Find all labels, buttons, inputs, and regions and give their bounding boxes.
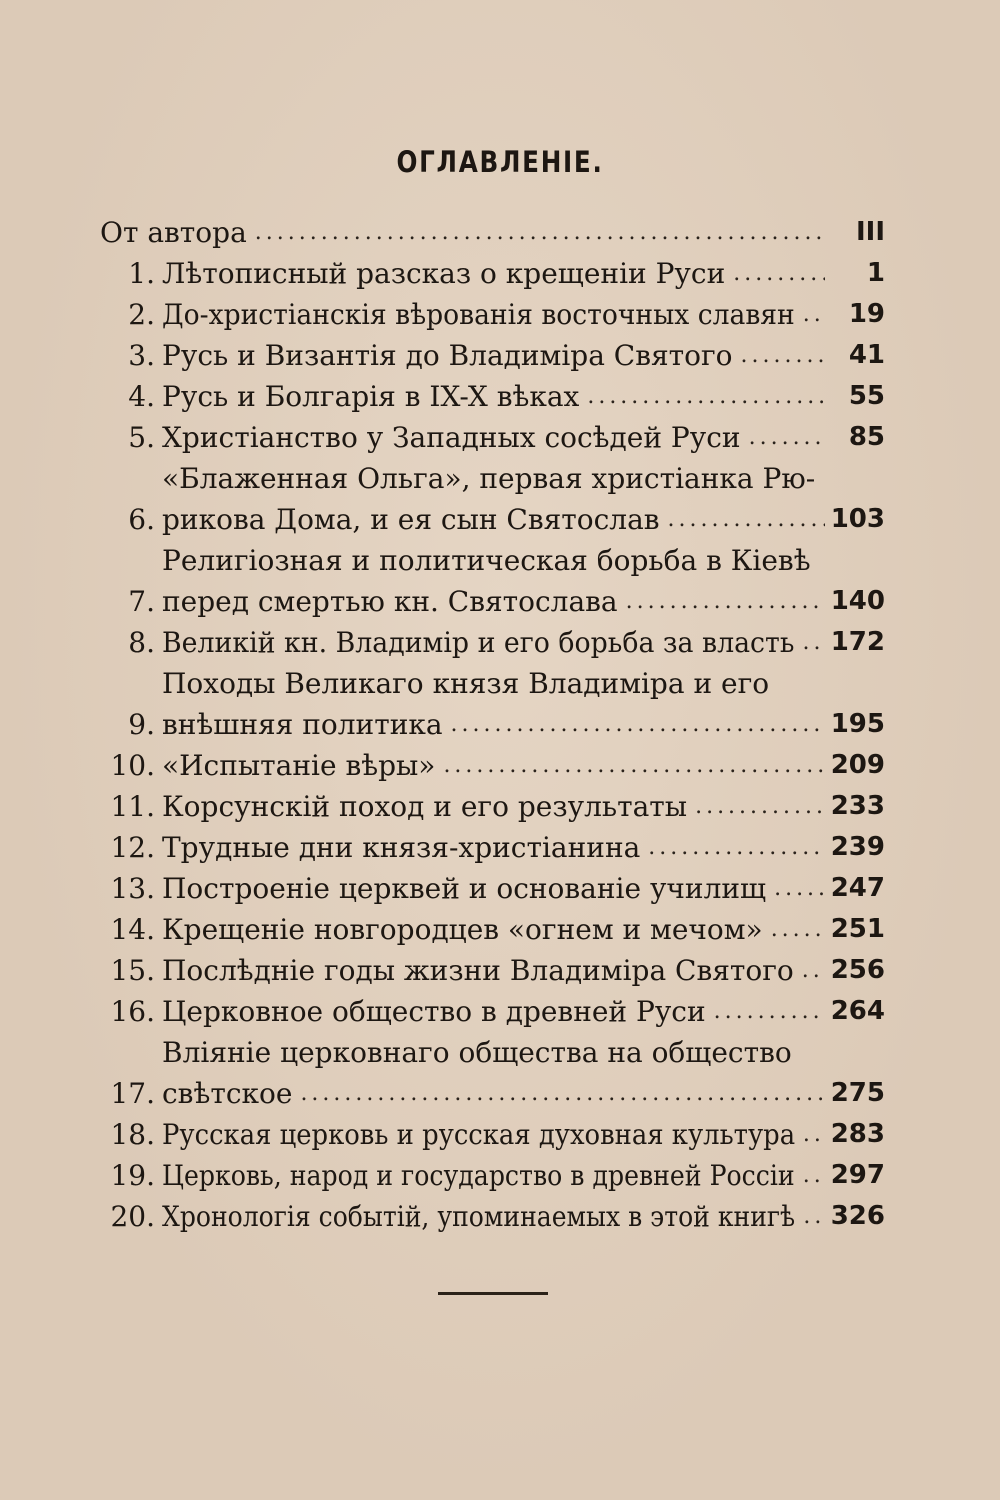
toc-entry[interactable] xyxy=(100,1114,885,1155)
toc-entry[interactable] xyxy=(100,1196,885,1237)
dot-leader xyxy=(795,1114,825,1155)
dot-leader xyxy=(247,212,825,253)
toc-page-number: 256 xyxy=(830,955,885,985)
toc-entry[interactable] xyxy=(100,294,885,335)
toc-entry-number: 15. xyxy=(110,954,155,987)
dot-leader xyxy=(795,1155,825,1196)
toc-entry-title: Русская церковь и русская духовная культура xyxy=(162,1118,796,1151)
toc-entry-title: Вліяніе церковнаго общества на общество xyxy=(162,1036,792,1069)
toc-entry-title: Христіанство у Западных сосѣдей Руси xyxy=(162,421,741,454)
dot-leader xyxy=(640,827,825,868)
toc-entry-number: 3. xyxy=(128,339,155,372)
toc-entry-number: 19. xyxy=(110,1159,155,1192)
toc-page-number: III xyxy=(855,217,885,247)
toc-entry-title: Послѣдніе годы жизни Владиміра Святого xyxy=(162,954,794,987)
toc-entry-title: Трудные дни князя-христіанина xyxy=(162,831,641,864)
toc-entry-number: 13. xyxy=(110,872,155,905)
toc-page-number: 41 xyxy=(848,340,885,370)
toc-page-number: 283 xyxy=(830,1119,885,1149)
toc-entry[interactable] xyxy=(100,1032,885,1114)
toc-page-number: 55 xyxy=(848,381,885,411)
toc-entry-title: Русь и Болгарія в IX-X вѣках xyxy=(162,380,580,413)
toc-page-number: 140 xyxy=(830,586,885,616)
toc-entry[interactable] xyxy=(100,950,885,991)
toc-entry-title: Крещеніе новгородцев «огнем и мечом» xyxy=(162,913,763,946)
dot-leader xyxy=(766,868,825,909)
toc-entry[interactable] xyxy=(100,458,885,540)
toc-entry[interactable] xyxy=(100,540,885,622)
toc-entry-title: перед смертью кн. Святослава xyxy=(162,585,618,618)
toc-entry-title: «Блаженная Ольга», первая христіанка Рю- xyxy=(162,462,816,495)
toc-entry-number: 6. xyxy=(128,503,155,536)
page-title: ОГЛАВЛЕНІЕ. xyxy=(396,145,604,179)
toc-page-number: 209 xyxy=(830,750,885,780)
toc-page-number: 297 xyxy=(830,1160,885,1190)
toc-entry-title: свѣтское xyxy=(162,1077,293,1110)
toc-entry-intro[interactable] xyxy=(100,212,885,253)
toc-entry[interactable] xyxy=(100,745,885,786)
toc-entry-title: До-христіанскія вѣрованія восточных славян xyxy=(162,298,795,331)
toc-entry-title: «Испытаніе вѣры» xyxy=(162,749,436,782)
toc-entry[interactable] xyxy=(100,786,885,827)
dot-leader xyxy=(706,991,825,1032)
toc-entry-title: Церковное общество в древней Руси xyxy=(162,995,706,1028)
toc-page-number: 172 xyxy=(830,627,885,657)
dot-leader xyxy=(725,253,825,294)
toc-page-number: 247 xyxy=(830,873,885,903)
toc-entry[interactable] xyxy=(100,253,885,294)
toc-entry[interactable] xyxy=(100,376,885,417)
dot-leader xyxy=(733,335,825,376)
toc-entry-number: 1. xyxy=(128,257,155,290)
toc-entry-number: 18. xyxy=(110,1118,155,1151)
toc-entry-title: От автора xyxy=(100,216,247,249)
dot-leader xyxy=(794,950,825,991)
toc-entry[interactable] xyxy=(100,991,885,1032)
toc-entry-number: 10. xyxy=(110,749,155,782)
toc-page-number: 239 xyxy=(830,832,885,862)
toc-entry-number: 14. xyxy=(110,913,155,946)
toc-page-number: 233 xyxy=(830,791,885,821)
dot-leader xyxy=(435,745,825,786)
toc-entry-title: Построеніе церквей и основаніе училищ xyxy=(162,872,767,905)
dot-leader xyxy=(618,581,825,622)
toc-entry[interactable] xyxy=(100,827,885,868)
dot-leader xyxy=(795,1196,825,1237)
toc-entry-title: Церковь, народ и государство в древней Россіи xyxy=(162,1159,795,1192)
toc-entry[interactable] xyxy=(100,663,885,745)
dot-leader xyxy=(763,909,825,950)
toc-entry[interactable] xyxy=(100,868,885,909)
toc-entry-number: 2. xyxy=(128,298,155,331)
toc-page-number: 251 xyxy=(830,914,885,944)
toc-entry-number: 20. xyxy=(110,1200,155,1233)
closing-rule xyxy=(438,1292,548,1295)
toc-entry-number: 12. xyxy=(110,831,155,864)
toc-entry-title: рикова Дома, и ея сын Святослав xyxy=(162,503,660,536)
toc-page-number: 103 xyxy=(830,504,885,534)
toc-entry[interactable] xyxy=(100,335,885,376)
dot-leader xyxy=(687,786,825,827)
toc-entry[interactable] xyxy=(100,909,885,950)
toc-entry-title: Русь и Византія до Владиміра Святого xyxy=(162,339,733,372)
toc-entry-title: Религіозная и политическая борьба в Кіевѣ xyxy=(162,544,811,577)
toc-page-number: 264 xyxy=(830,996,885,1026)
toc-entry-number: 9. xyxy=(128,708,155,741)
toc-entry[interactable] xyxy=(100,622,885,663)
toc-page-number: 19 xyxy=(848,299,885,329)
toc-entry-number: 17. xyxy=(110,1077,155,1110)
dot-leader xyxy=(443,704,825,745)
toc-entry-title: внѣшняя политика xyxy=(162,708,443,741)
toc-page-number: 195 xyxy=(830,709,885,739)
toc-entry-number: 11. xyxy=(110,790,155,823)
toc-entry-title: Великій кн. Владимір и его борьба за власть xyxy=(162,626,795,659)
dot-leader xyxy=(292,1073,825,1114)
toc-entry[interactable] xyxy=(100,1155,885,1196)
toc-entry[interactable] xyxy=(100,417,885,458)
dot-leader xyxy=(660,499,825,540)
toc-entry-title: Корсунскій поход и его результаты xyxy=(162,790,688,823)
toc-entry-title: Хронологія событій, упоминаемых в этой книгѣ xyxy=(162,1200,796,1233)
toc-entry-number: 5. xyxy=(128,421,155,454)
toc-entry-number: 4. xyxy=(128,380,155,413)
toc-entry-number: 16. xyxy=(110,995,155,1028)
toc-page-number: 1 xyxy=(866,258,885,288)
toc-page-number: 326 xyxy=(830,1201,885,1231)
toc-entry-number: 8. xyxy=(128,626,155,659)
toc-entry-number: 7. xyxy=(128,585,155,618)
toc-entry-title: Лѣтописный разсказ о крещеніи Руси xyxy=(162,257,726,290)
toc-page-number: 85 xyxy=(848,422,885,452)
table-of-contents xyxy=(100,212,885,1237)
toc-entry-title: Походы Великаго князя Владиміра и его xyxy=(162,667,770,700)
toc-page-number: 275 xyxy=(830,1078,885,1108)
dot-leader xyxy=(795,622,825,663)
dot-leader xyxy=(579,376,825,417)
dot-leader xyxy=(741,417,825,458)
dot-leader xyxy=(795,294,825,335)
